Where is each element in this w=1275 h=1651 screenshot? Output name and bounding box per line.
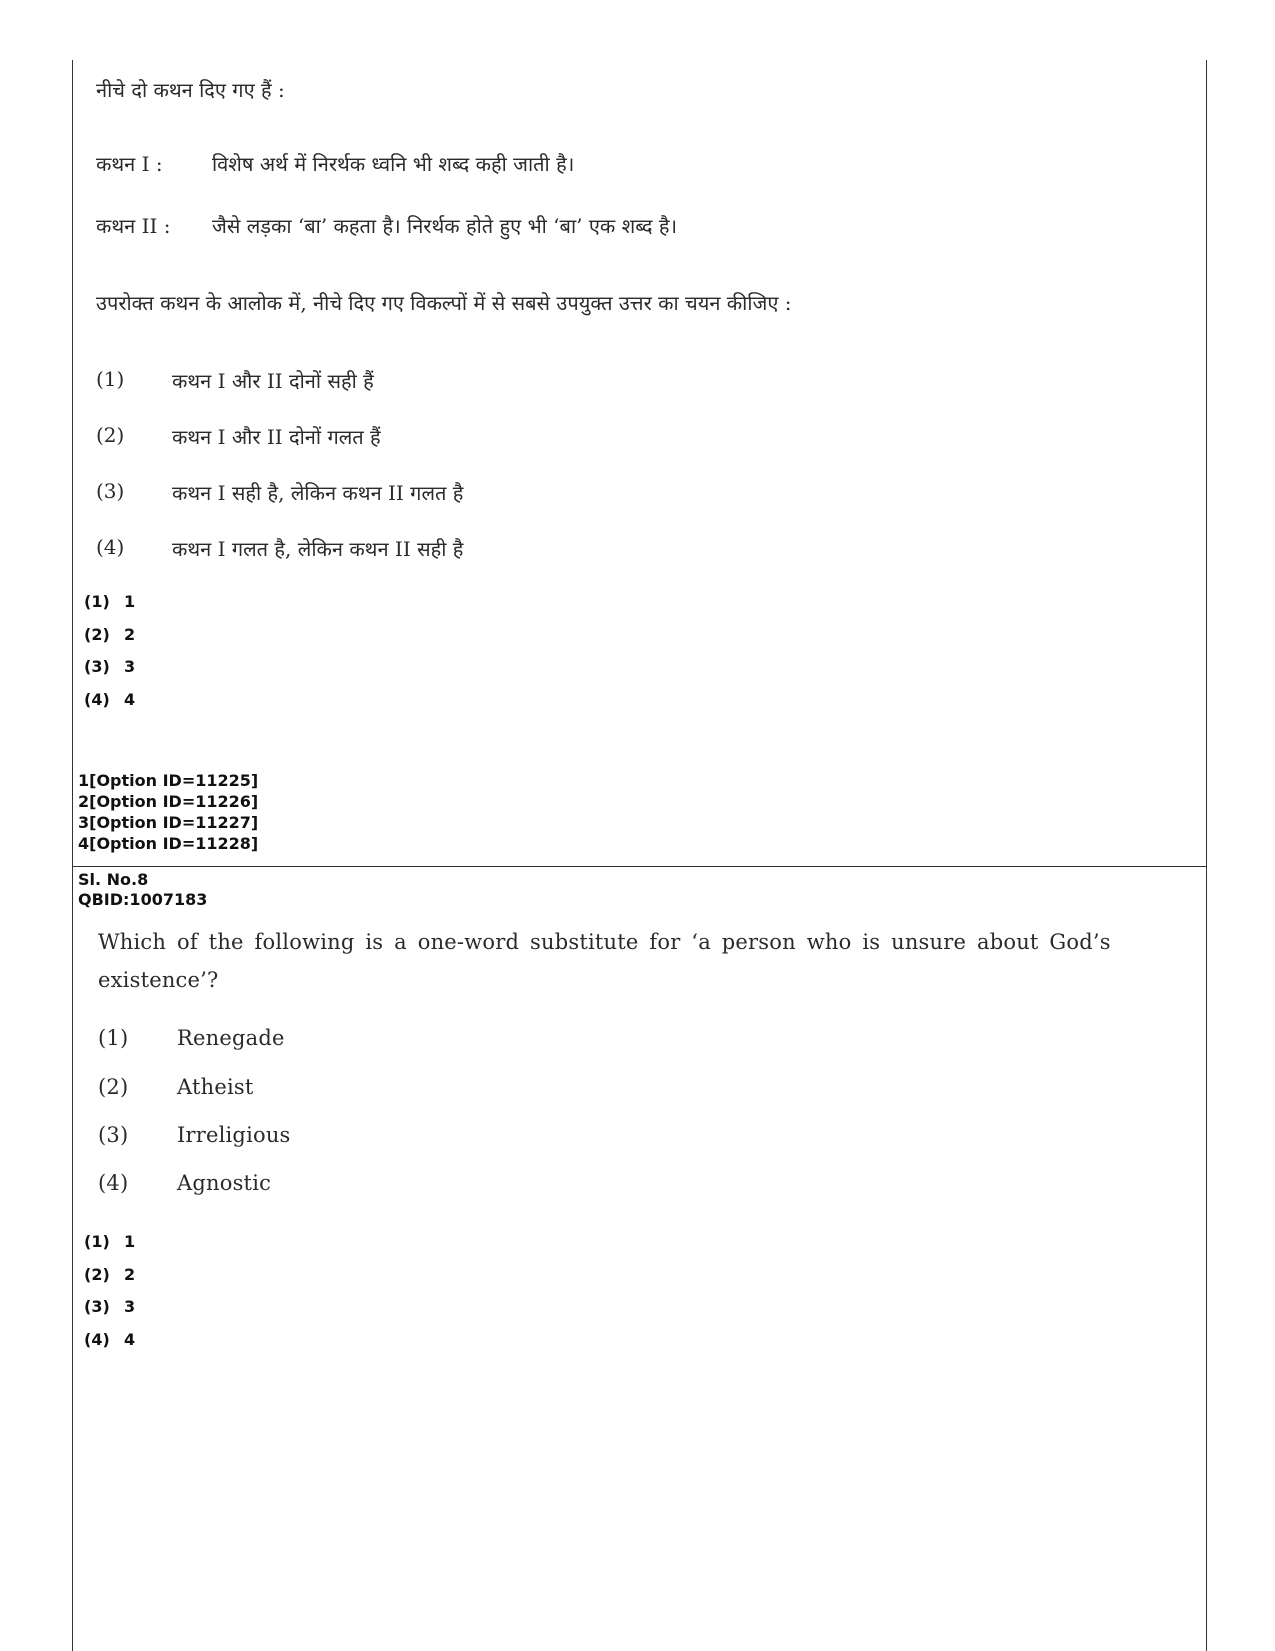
q8-option-number: (4) <box>98 1171 129 1195</box>
answer-value: 3 <box>124 1297 136 1316</box>
answer-number: (1) <box>84 1232 110 1251</box>
q7-option-number: (4) <box>96 535 125 559</box>
q8-answer-row <box>84 1265 135 1284</box>
q7-intro: नीचे दो कथन दिए गए हैं : <box>96 78 285 102</box>
option-id: 1[Option ID=11225] <box>78 771 259 790</box>
answer-number: (3) <box>84 657 110 676</box>
q8-option-number: (1) <box>98 1026 129 1050</box>
answer-value: 1 <box>124 592 136 611</box>
q8-option-text: Irreligious <box>177 1123 291 1147</box>
q7-option-number: (1) <box>96 367 125 391</box>
q7-instruction: उपरोक्त कथन के आलोक में, नीचे दिए गए विकल्पों में से सबसे उपयुक्त उत्तर का चयन कीजिए : <box>96 291 792 315</box>
q7-option-text: कथन I गलत है, लेकिन कथन II सही है <box>172 537 464 561</box>
answer-value: 4 <box>124 1330 136 1349</box>
answer-value: 3 <box>124 657 136 676</box>
q7-option-text: कथन I और II दोनों गलत हैं <box>172 425 381 449</box>
answer-number: (2) <box>84 1265 110 1284</box>
q8-option-number: (2) <box>98 1075 129 1099</box>
q7-answer-row <box>84 625 135 644</box>
q8-question-line2: existence’? <box>98 968 219 992</box>
qbid: QBID:1007183 <box>78 890 208 909</box>
answer-number: (1) <box>84 592 110 611</box>
q8-answer-row <box>84 1232 135 1251</box>
question-divider <box>72 866 1207 867</box>
q8-question-line1: Which of the following is a one-word substitute for ‘a person who is unsure about God’s <box>98 930 1111 954</box>
answer-number: (4) <box>84 1330 110 1349</box>
q8-option-text: Renegade <box>177 1026 285 1050</box>
option-id: 2[Option ID=11226] <box>78 792 259 811</box>
q8-answer-row <box>84 1297 135 1316</box>
q8-option-number: (3) <box>98 1123 129 1147</box>
q7-statement2-label: कथन II : <box>96 214 171 238</box>
q7-answer-row <box>84 592 135 611</box>
q7-option-text: कथन I और II दोनों सही हैं <box>172 369 374 393</box>
option-id: 3[Option ID=11227] <box>78 813 259 832</box>
q8-answer-row <box>84 1330 135 1349</box>
answer-number: (2) <box>84 625 110 644</box>
answer-value: 2 <box>124 1265 136 1284</box>
q7-statement2-text: जैसे लड़का ‘बा’ कहता है। निरर्थक होते हुए भी ‘बा’ एक शब्द है। <box>212 214 678 238</box>
q7-option-ids <box>78 770 258 854</box>
option-id: 4[Option ID=11228] <box>78 834 259 853</box>
q8-option-text: Atheist <box>177 1075 254 1099</box>
q8-option-text: Agnostic <box>177 1171 272 1195</box>
answer-value: 2 <box>124 625 136 644</box>
q7-answer-row <box>84 657 135 676</box>
answer-number: (4) <box>84 690 110 709</box>
q7-option-number: (3) <box>96 479 125 503</box>
q7-option-number: (2) <box>96 423 125 447</box>
q7-answer-row <box>84 690 135 709</box>
answer-value: 1 <box>124 1232 136 1251</box>
q7-statement1-label: कथन I : <box>96 152 163 176</box>
q7-statement1-text: विशेष अर्थ में निरर्थक ध्वनि भी शब्द कही जाती है। <box>212 152 575 176</box>
q8-meta <box>78 870 207 910</box>
answer-number: (3) <box>84 1297 110 1316</box>
answer-value: 4 <box>124 690 136 709</box>
serial-number: Sl. No.8 <box>78 870 149 889</box>
q7-option-text: कथन I सही है, लेकिन कथन II गलत है <box>172 481 464 505</box>
